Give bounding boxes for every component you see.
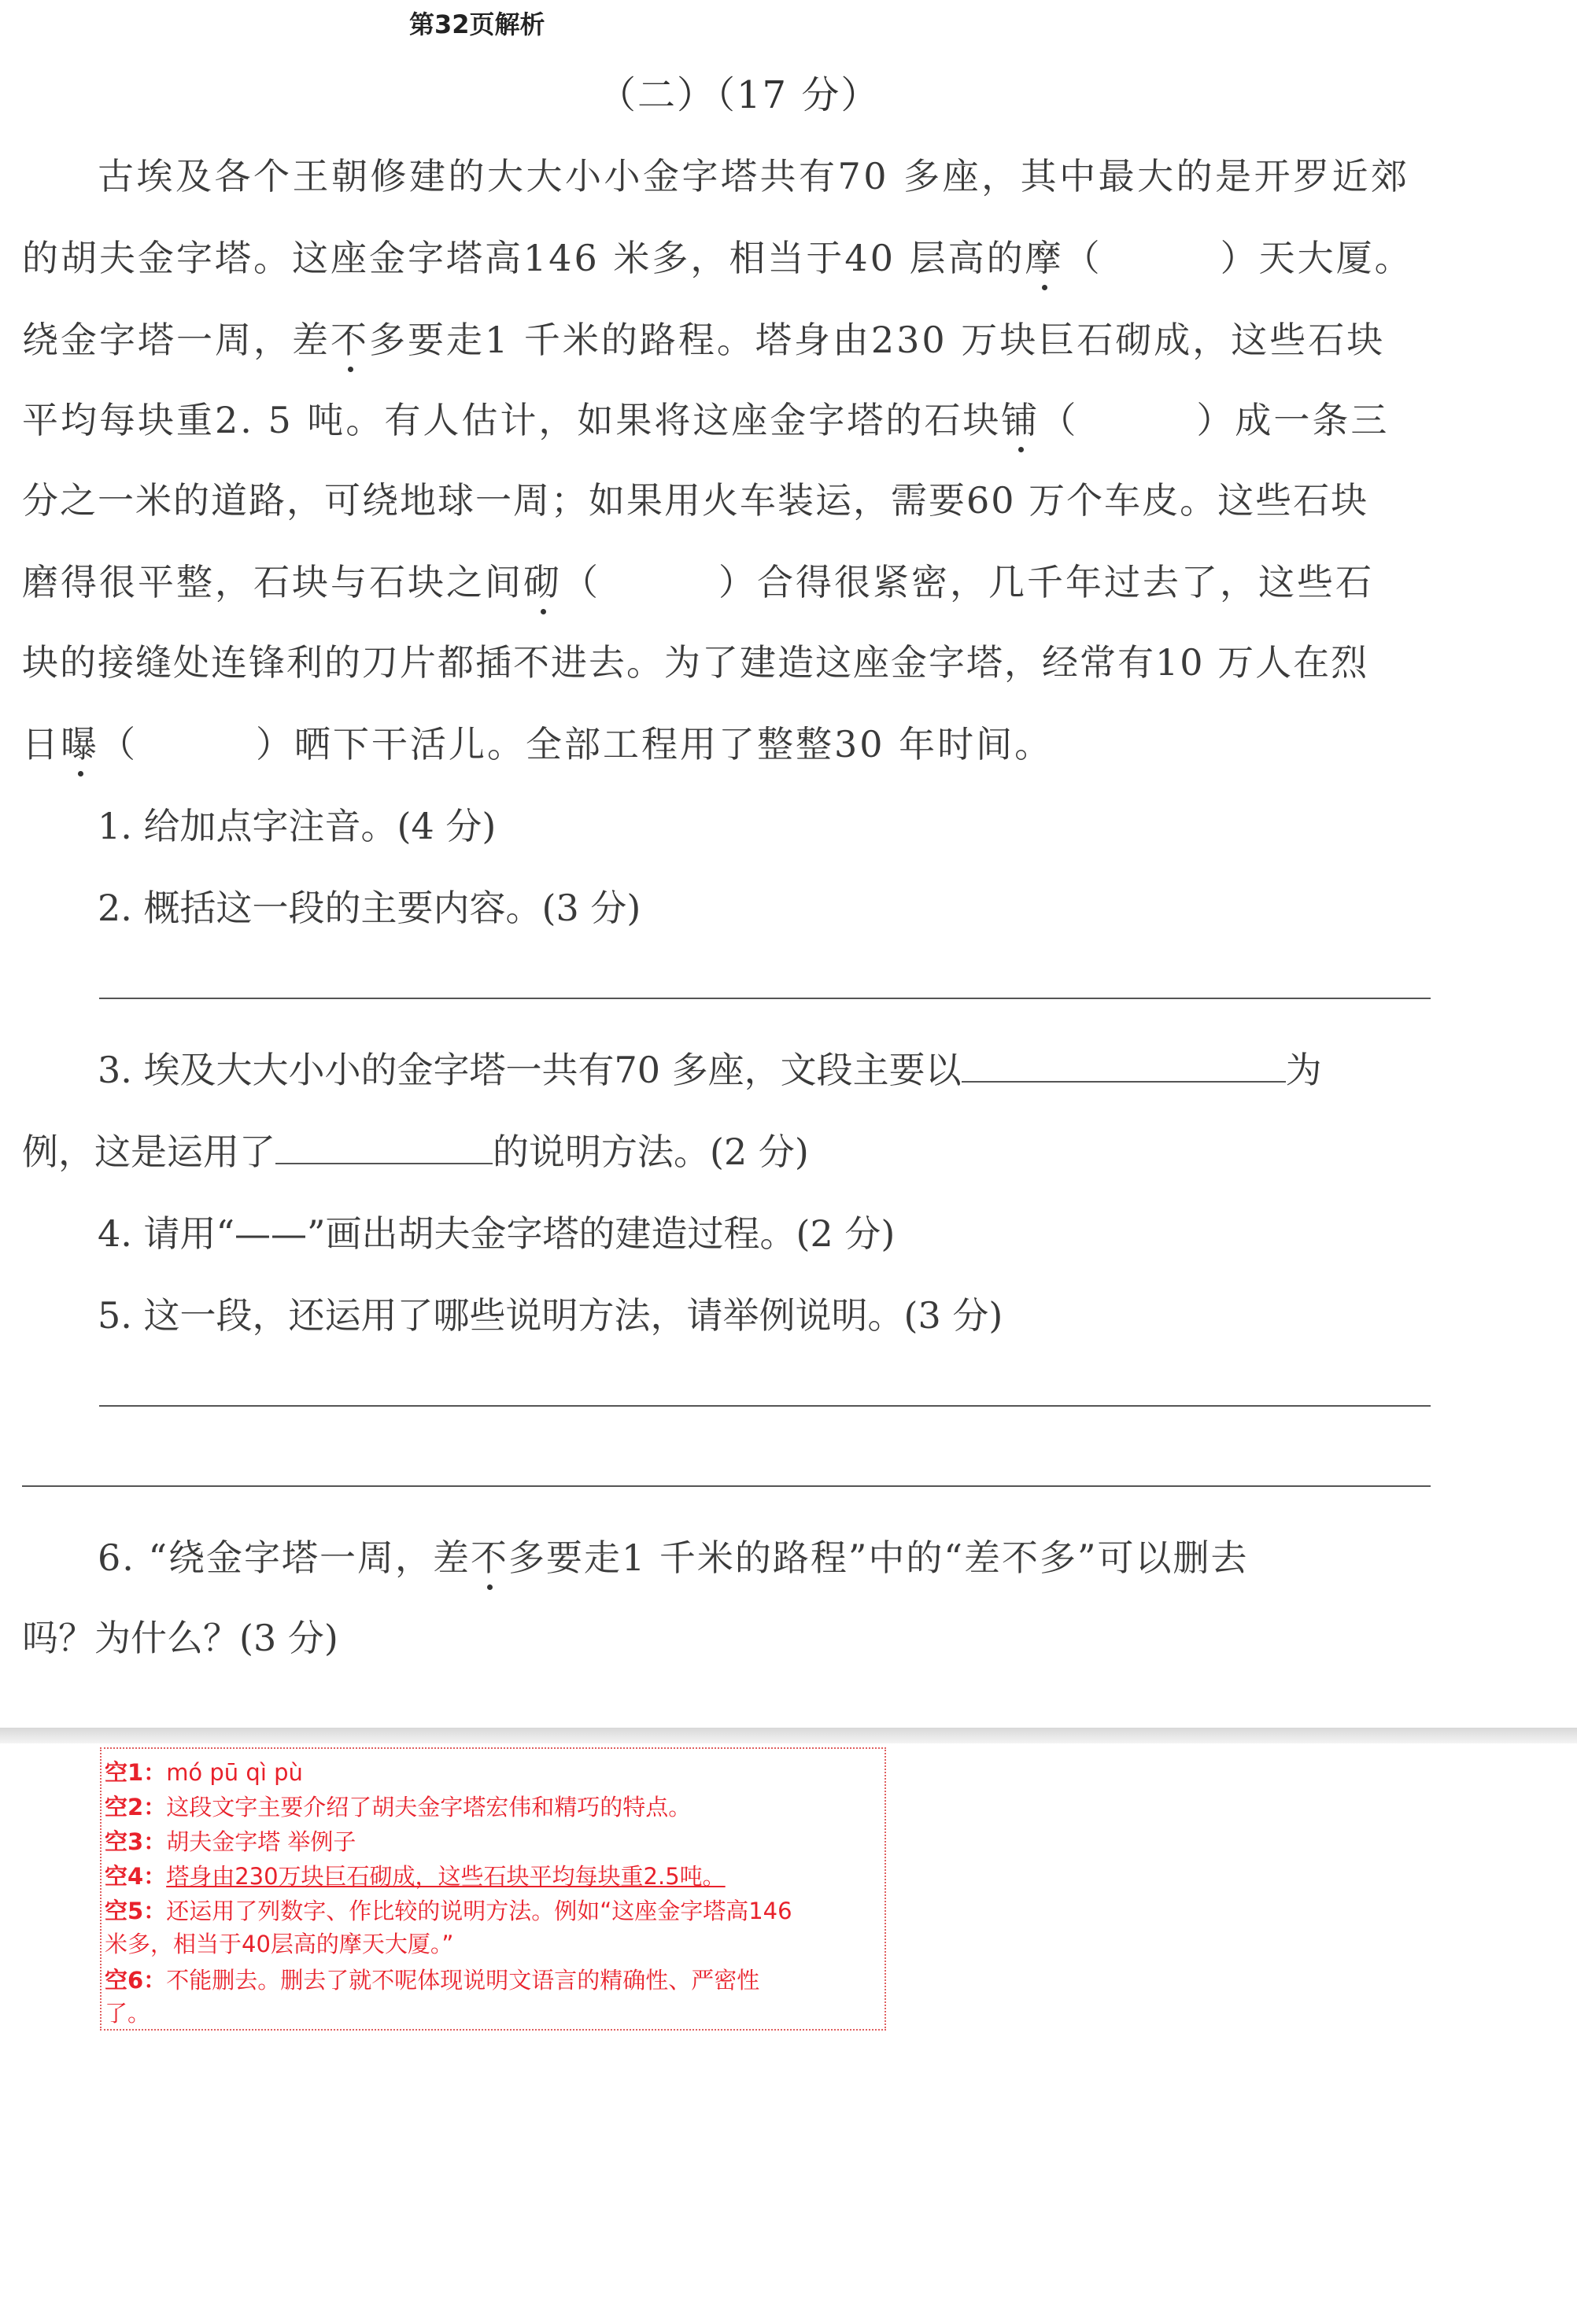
answer-1	[105, 1755, 303, 1787]
answer-line[interactable]	[99, 1405, 1431, 1407]
passage-line-7: 块的接缝处连锋利的刀片都插不进去。为了建造这座金字塔，经常有10 万人在烈	[22, 641, 1369, 684]
answer-label: 空3：	[105, 1828, 167, 1855]
question-4: 4. 请用“——”画出胡夫金字塔的建造过程。(2 分)	[98, 1212, 896, 1255]
text: 绕金字塔一周，	[22, 319, 292, 361]
dotted-char: 摩	[1025, 237, 1064, 279]
answer-label: 空6：	[105, 1967, 167, 1994]
answer-text: 还运用了列数字、作比较的说明方法。例如“这座金字塔高146	[166, 1898, 792, 1924]
answer-5-cont: 米多，相当于40层高的摩天大厦。”	[105, 1931, 454, 1957]
fill-blank[interactable]	[962, 1049, 1286, 1083]
answer-3	[105, 1824, 356, 1857]
question-5: 5. 这一段，还运用了哪些说明方法，请举例说明。(3 分)	[98, 1294, 1003, 1337]
text: 平均每块重2. 5 吨。有人估计，如果将这座金字塔的石块	[22, 399, 1002, 441]
text: 磨得很平整，石块与石块之间	[22, 561, 523, 603]
answer-6-cont: 了。	[105, 2000, 151, 2027]
scan-edge	[0, 1728, 1577, 1743]
question-1: 1. 给加点字注音。(4 分)	[98, 805, 497, 847]
passage-line-6	[22, 554, 1374, 606]
text: 为	[1285, 1049, 1322, 1091]
text: ）晒下干活儿。全部工程用了整整30 年时间。	[256, 723, 1054, 765]
paren-open: （	[562, 561, 600, 603]
text: 的说明方法。(2 分)	[493, 1131, 809, 1173]
answer-text: 这段文字主要介绍了胡夫金字塔宏伟和精巧的特点。	[166, 1794, 692, 1820]
answer-label: 空4：	[105, 1863, 167, 1890]
answer-4	[105, 1859, 726, 1891]
answer-5	[105, 1894, 792, 1926]
text: ）合得很紧密，几千年过去了，这些石	[718, 561, 1374, 603]
answer-text: 塔身由230万块巨石砌成，这些石块平均每块重2.5吨。	[166, 1863, 726, 1890]
fill-blank[interactable]	[275, 1131, 493, 1164]
answer-label: 空1：	[105, 1759, 167, 1786]
answer-text: 不能删去。删去了就不呢体现说明文语言的精确性、严密性	[166, 1967, 760, 1994]
passage-line-3	[22, 312, 1385, 363]
passage-line-2	[22, 230, 1413, 282]
page-header: 第32页解析	[409, 9, 545, 39]
passage-line-1: 古埃及各个王朝修建的大大小小金字塔共有70 多座，其中最大的是开罗近郊	[98, 155, 1410, 197]
answer-text: mó pū qì pù	[166, 1759, 303, 1786]
text: 日	[22, 723, 61, 765]
answer-box	[100, 1747, 886, 2031]
text: ）天大厦。	[1220, 237, 1413, 279]
paren-open: （	[99, 723, 138, 765]
question-3-line-1	[98, 1042, 1322, 1094]
text: ）成一条三	[1196, 399, 1390, 441]
question-3-line-2	[22, 1123, 809, 1175]
paren-open: （	[1040, 399, 1079, 441]
answer-label: 空5：	[105, 1898, 167, 1924]
passage-line-4	[22, 392, 1389, 444]
dotted-char: 差不多	[292, 319, 408, 361]
text: 例，这是运用了	[22, 1131, 275, 1173]
section-title: （二）（17 分）	[598, 73, 881, 117]
text: 的胡夫金字塔。这座金字塔高146 米多，相当于40 层高的	[22, 237, 1025, 279]
dotted-phrase	[292, 319, 408, 361]
answer-6	[105, 1963, 759, 1995]
answer-2	[105, 1790, 691, 1822]
answer-line[interactable]	[22, 1485, 1431, 1487]
question-6-line-1	[98, 1529, 1248, 1581]
paren-open: （	[1063, 237, 1102, 279]
text: 要走1 千米的路程。塔身由230 万块巨石砌成，这些石块	[408, 319, 1386, 361]
passage-line-5: 分之一米的道路，可绕地球一周；如果用火车装运，需要60 万个车皮。这些石块	[22, 479, 1369, 522]
answer-line[interactable]	[99, 998, 1431, 999]
answer-text: 胡夫金字塔 举例子	[166, 1828, 356, 1855]
dotted-char: 砌	[523, 561, 562, 603]
text: 要走1 千米的路程”中的“差不多”可以删去	[546, 1536, 1249, 1579]
dotted-char: 差不多	[433, 1536, 547, 1579]
dotted-char: 曝	[61, 723, 99, 765]
dotted-char: 铺	[1001, 399, 1040, 441]
text: 3. 埃及大大小小的金字塔一共有70 多座，文段主要以	[98, 1049, 962, 1091]
passage-line-8	[22, 716, 1053, 768]
question-2: 2. 概括这一段的主要内容。(3 分)	[98, 887, 641, 929]
text: 6. “绕金字塔一周，	[98, 1536, 434, 1579]
question-6-line-2: 吗？为什么？(3 分)	[22, 1617, 338, 1659]
answer-label: 空2：	[105, 1794, 167, 1820]
